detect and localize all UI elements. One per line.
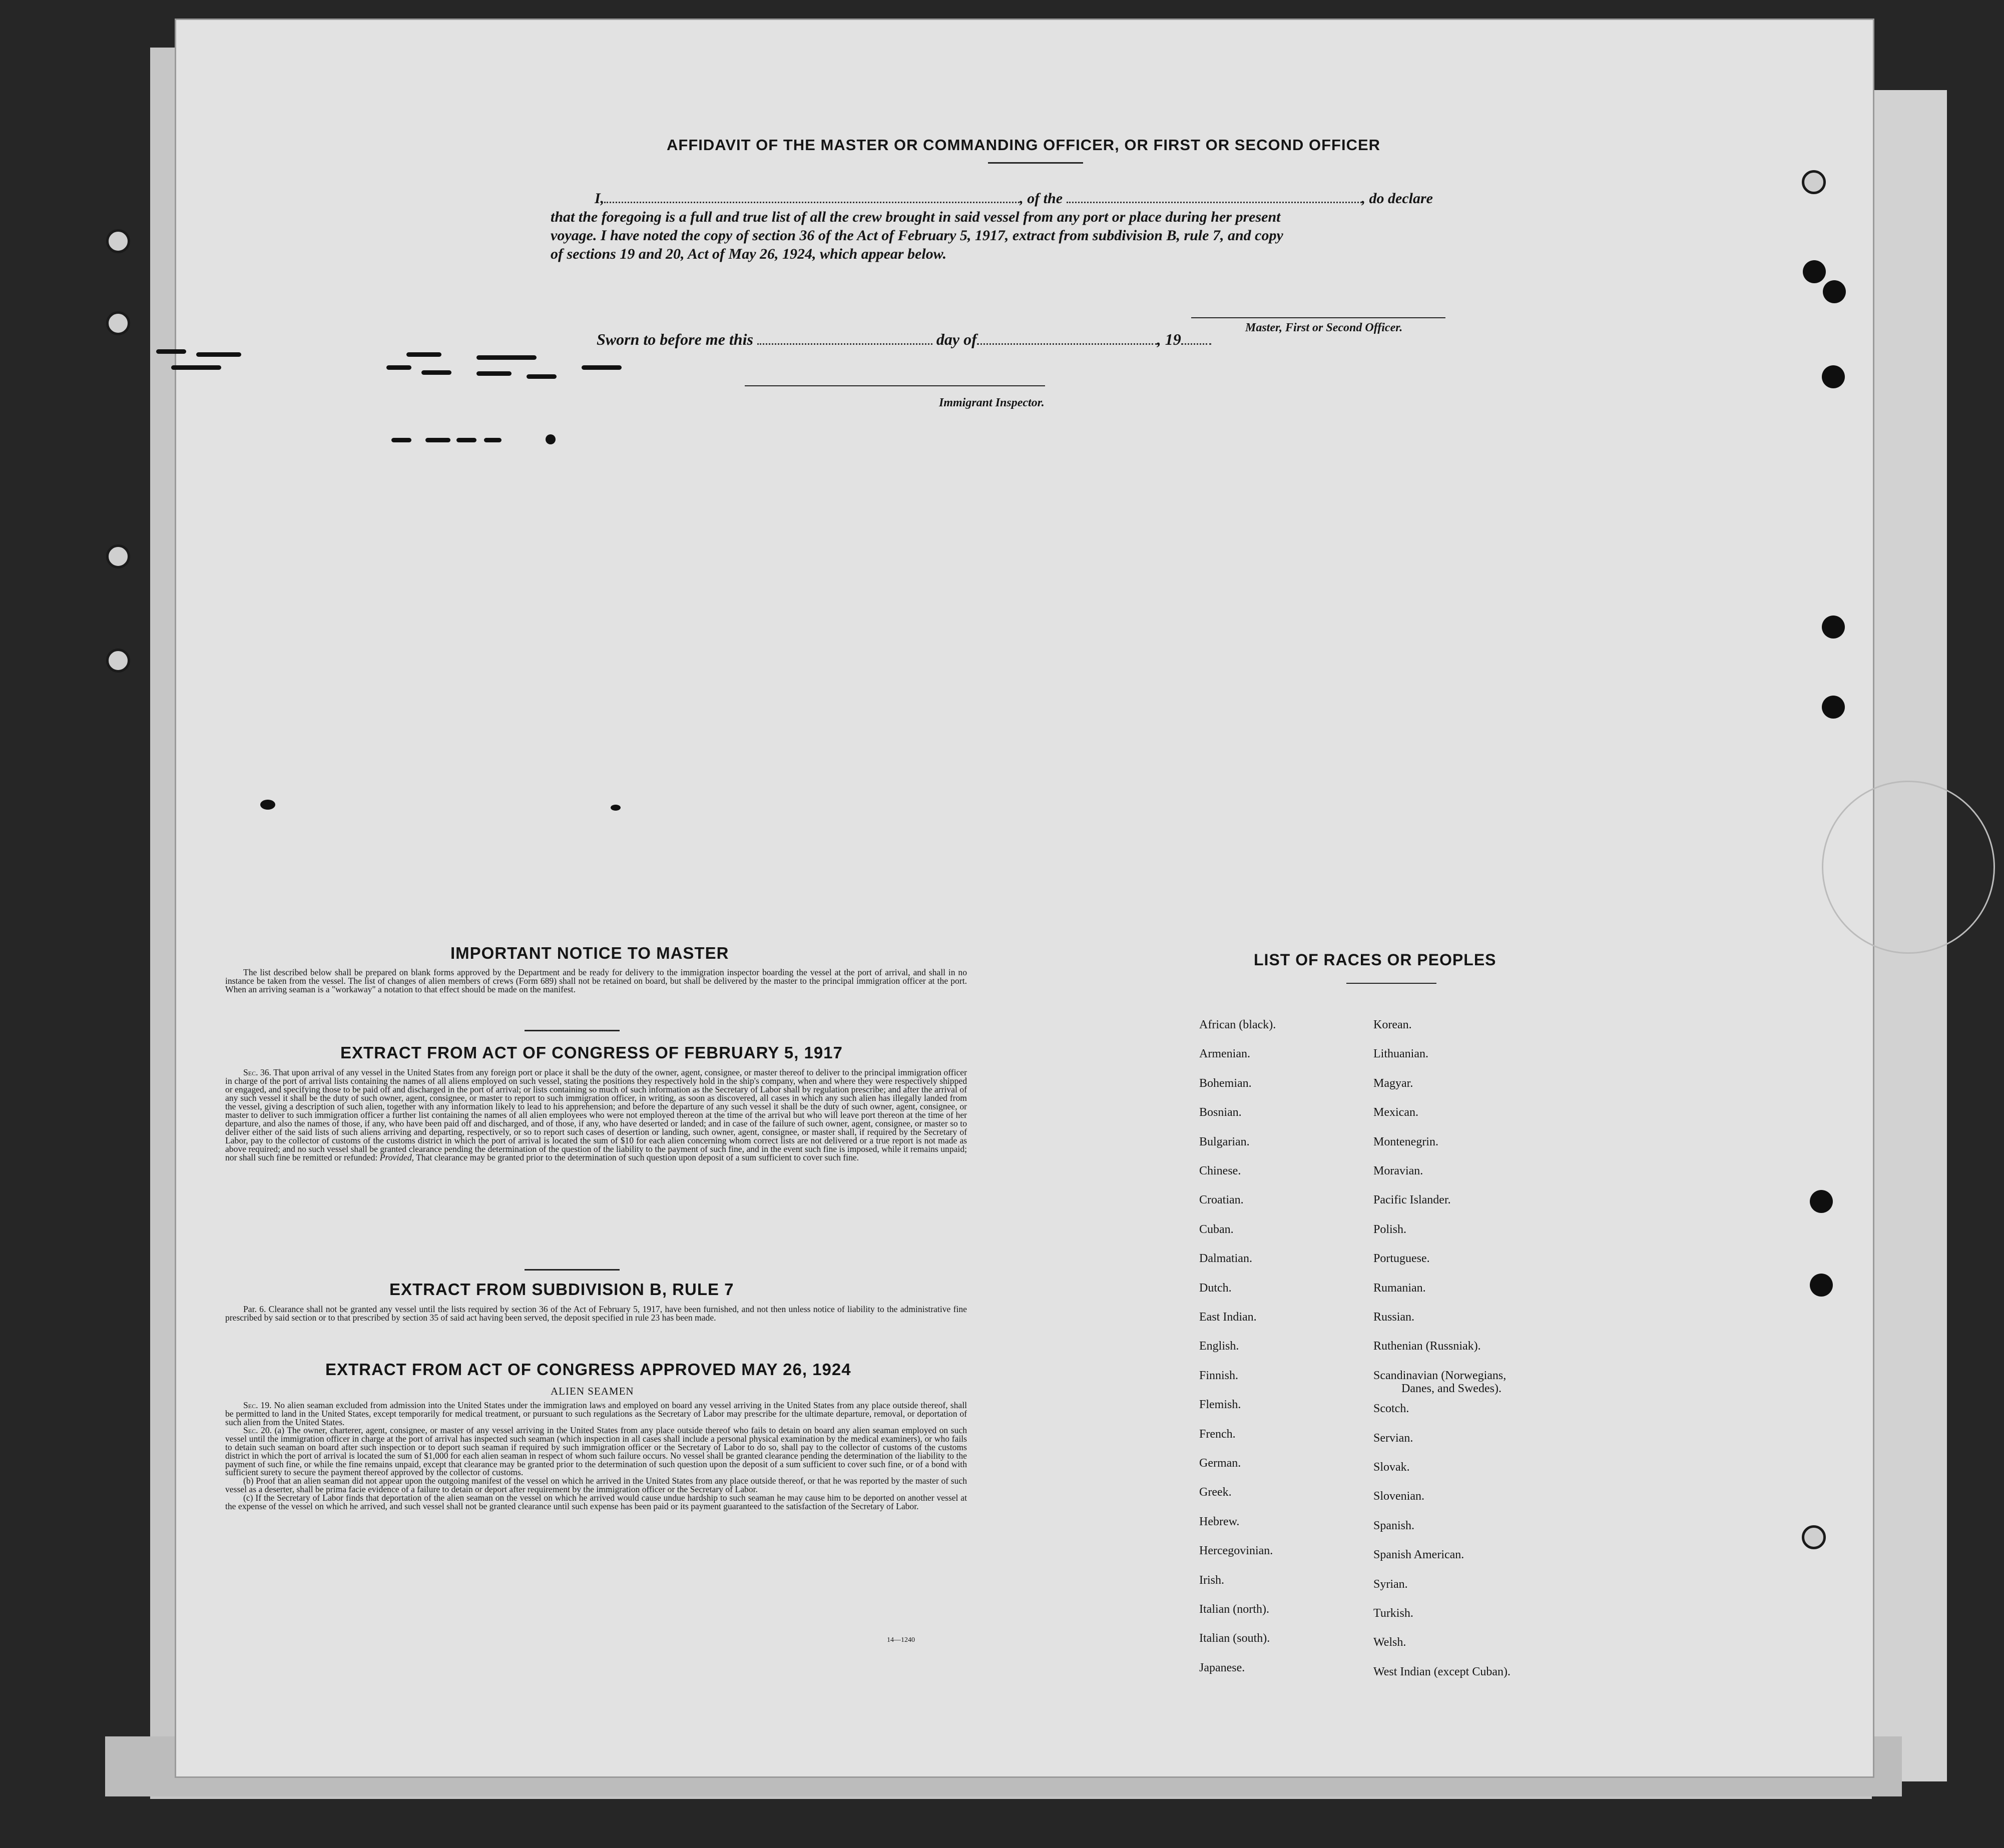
faint-stamp [1822, 781, 1995, 954]
inspector-caption: Immigrant Inspector. [939, 396, 1045, 409]
race-item: Bohemian. [1199, 1076, 1252, 1090]
race-item: Japanese. [1199, 1661, 1245, 1674]
ink-blot [196, 352, 241, 357]
affidavit-i: I, [595, 190, 605, 207]
ink-blot [582, 365, 622, 370]
punch-hole [106, 649, 130, 673]
extract-1924-title: EXTRACT FROM ACT OF CONGRESS APPROVED MAY 26, 1924 [325, 1360, 851, 1379]
divider [525, 1030, 620, 1031]
punch-hole [1822, 615, 1845, 639]
alien-seamen-subtitle: ALIEN SEAMEN [551, 1385, 634, 1397]
race-item: Bulgarian. [1199, 1135, 1250, 1148]
race-item: Italian (north). [1199, 1603, 1269, 1616]
ink-blot [406, 352, 441, 357]
notice-text: The list described below shall be prepared on blank forms approved by the Department and be ready for delivery to the immigration inspector boarding the vessel at the port of arrival, and shall in no instance be taken from the vessel. The list of changes of alien members of crews (Form 689) shall not be retained on board, but shall be delivered by the master to the principal immigration officer at the port. When an arriving seaman is a "workaway" a notation to that effect should be made on the manifest. [225, 967, 967, 994]
punch-hole [1823, 280, 1846, 303]
race-item: Portuguese. [1373, 1252, 1430, 1266]
punch-hole [1810, 1274, 1833, 1297]
sec20c-text: (c) If the Secretary of Labor finds that deportation of the alien seaman on the vessel on which he arrived would cause undue hardship to such seaman he may cause him to be deported on another vessel at the expense of the vessel on which he arrived, and such vessel shall not be granted clearance until such expense has been paid or its payment guaranteed to the satisfaction of the Secretary of Labor. [225, 1492, 967, 1511]
race-item: Greek. [1199, 1486, 1232, 1499]
ink-blot [527, 374, 557, 379]
sec20-label: Sec. 20. [243, 1425, 272, 1436]
race-item: Cuban. [1199, 1222, 1234, 1236]
sworn-day-of: day of [936, 330, 977, 348]
sworn-prefix: Sworn to before me this [597, 330, 753, 348]
divider [525, 1269, 620, 1271]
provided-word: Provided, [379, 1152, 414, 1162]
sec20a-text: (a) The owner, charterer, agent, consignee, or master of any vessel arriving in the United States from any place outside thereof who fails to detain on board any alien seaman employed on such vessel until the immigration officer in charge at the port of arrival has inspected such seaman (which inspection in all cases shall include a personal physical examination by the medical examiners), or who fails to detain such seaman on board after such inspection or to deport such seaman if required by such immigration officer or the Secretary of Labor to do so, shall pay to the collector of customs of the customs district in which the port of arrival is located the sum of $1,000 for each alien seaman in respect of whom such failure occurs. No vessel shall be granted clearance pending the determination of the liability to the payment of such fine, or while the fine remains unpaid, except that clearance may be granted prior to the determination of such question upon the deposit of a sum sufficient to cover such fine, or of a bond with sufficient surety to secure the payment thereof approved by the collector of customs. [225, 1425, 967, 1478]
race-item: Spanish. [1373, 1519, 1415, 1532]
rule7-text: Par. 6. Clearance shall not be granted any vessel until the lists required by section 36 of the Act of February 5, 1917, have been furnished, and not then unless notice of liability to the administrative fine prescribed by said section or to that prescribed by section 35 of said act having been served, the deposit specified in rule 23 has been made. [225, 1304, 967, 1323]
ink-blot [156, 349, 186, 354]
race-item: French. [1199, 1427, 1236, 1441]
race-item: Lithuanian. [1373, 1047, 1428, 1061]
punch-hole [106, 311, 130, 335]
sec36-label: Sec. 36. [243, 1067, 271, 1077]
affidavit-line-3: voyage. I have noted the copy of section 36 of the Act of February 5, 1917, extract from subdivision B, rule 7, and copy [551, 227, 1283, 244]
inspector-signature-line[interactable] [745, 385, 1045, 386]
ink-blot [484, 438, 502, 442]
race-item: Hebrew. [1199, 1515, 1240, 1528]
race-item: Slovak. [1373, 1461, 1410, 1474]
race-item: Flemish. [1199, 1398, 1241, 1412]
race-item: Montenegrin. [1373, 1135, 1438, 1148]
punch-hole [1802, 170, 1826, 194]
race-item: Armenian. [1199, 1047, 1250, 1061]
notice-body [225, 968, 967, 994]
extract-rule7-body [225, 1305, 967, 1322]
ink-blot [476, 355, 537, 360]
document-page [176, 20, 1873, 1776]
race-item: Italian (south). [1199, 1632, 1270, 1645]
affidavit-line-2: that the foregoing is a full and true list of all the crew brought in said vessel from any port or place during her present [551, 209, 1281, 225]
sworn-line [597, 330, 1211, 349]
sec20b-text: (b) Proof that an alien seaman did not appear upon the outgoing manifest of the vessel on which he arrived in the United States from any place outside thereof, or that he was reported by the master of such vessel as a deserter, shall be prima facie evidence of a failure to detain or deport after requirement by the immigration officer or the Secretary of Labor. [225, 1476, 967, 1494]
punch-hole [1822, 365, 1845, 388]
race-item: Scotch. [1373, 1402, 1409, 1416]
punch-hole [1822, 696, 1845, 719]
ink-blot [260, 800, 275, 810]
affidavit-do-declare: , do declare [1361, 190, 1433, 207]
race-item: Mexican. [1373, 1106, 1418, 1119]
sec36-text: That upon arrival of any vessel in the United States from any foreign port or place it shall be the duty of the owner, agent, consignee, or master thereof to deliver to the principal immigration officer in charge of the port of arrival lists containing the names of all aliens employed on such vessel, stating the positions they respectively hold in the ship's company, when and where they were respectively shipped or engaged, and specifying those to be paid off and discharged in the port of arrival; or lists containing so much of such information as the Secretary of Labor shall by regulation prescribe; and after the arrival of any such vessel it shall be the duty of such owner, agent, consignee, or master to report to such immigration officer, in writing, as soon as discovered, all cases in which any such alien has illegally landed from the vessel, giving a description of such alien, together with any information likely to lead to his apprehension; and before the departure of any such vessel it shall be the duty of such owner, agent, consignee, or master to deliver to such immigration officer a further list containing the names of all alien employees who were not employed thereon at the time of the arrival but who will leave port thereon at the time of her departure, and also the names of those, if any, who have been paid off and discharged, and of those, if any, who have deserted or landed; and in case of the failure of such owner, agent, consignee, or master so to deliver either of the said lists of such aliens arriving and departing, respectively, or so to report such cases of desertion or landing, such owner, agent, consignee, or master shall, if required by the Secretary of Labor, pay to the collector of customs of the customs district in which the port of arrival is located the sum of $10 for each alien concerning whom correct lists are not delivered or a true report is not made as above required; and no such vessel shall be granted clearance pending the determination of the question of the liability to the payment of such fine, and in the event such fine is imposed, while it remains unpaid; nor shall such fine be remitted or refunded: [225, 1067, 967, 1162]
sworn-year-field[interactable] [1181, 333, 1211, 345]
punch-hole [106, 544, 130, 568]
affidavit-line-4: of sections 19 and 20, Act of May 26, 1924, which appear below. [551, 246, 947, 262]
affidavit-title: AFFIDAVIT OF THE MASTER OR COMMANDING OFFICER, OR FIRST OR SECOND OFFICER [667, 136, 1381, 154]
race-item: Spanish American. [1373, 1548, 1464, 1562]
race-item: Welsh. [1373, 1636, 1406, 1649]
race-item: Dutch. [1199, 1281, 1232, 1295]
race-item: Pacific Islander. [1373, 1193, 1451, 1207]
punch-hole [1803, 260, 1826, 283]
race-item: Servian. [1373, 1431, 1413, 1445]
ink-blot [611, 805, 621, 811]
race-item: Croatian. [1199, 1193, 1244, 1207]
race-item: West Indian (except Cuban). [1373, 1665, 1511, 1678]
ink-blot [421, 370, 451, 375]
race-item: English. [1199, 1340, 1239, 1353]
notice-title: IMPORTANT NOTICE TO MASTER [450, 944, 729, 962]
affidavit-statement [551, 189, 1486, 263]
name-field[interactable] [604, 192, 1020, 203]
race-item: East Indian. [1199, 1311, 1257, 1324]
extract-1917-title: EXTRACT FROM ACT OF CONGRESS OF FEBRUARY 5, 1917 [340, 1043, 843, 1062]
sec36-text-end: That clearance may be granted prior to the determination of such question upon deposit of a sum sufficient to cover such fine. [416, 1152, 859, 1162]
race-item-continuation: Danes, and Swedes). [1401, 1382, 1501, 1395]
race-item: Slovenian. [1373, 1490, 1424, 1503]
sworn-day-field[interactable] [757, 333, 932, 345]
race-item: Syrian. [1373, 1577, 1408, 1591]
races-title: LIST OF RACES OR PEOPLES [1254, 951, 1496, 969]
master-caption: Master, First or Second Officer. [1245, 321, 1403, 334]
sec19-label: Sec. 19. [243, 1400, 272, 1410]
title-underline [988, 162, 1083, 164]
race-item: Ruthenian (Russniak). [1373, 1340, 1481, 1353]
race-item: Korean. [1373, 1018, 1412, 1031]
race-item: Polish. [1373, 1222, 1407, 1236]
sworn-year: , 19 [1157, 330, 1181, 348]
race-item: Rumanian. [1373, 1281, 1426, 1295]
punch-hole [106, 229, 130, 253]
race-item: Hercegovinian. [1199, 1544, 1273, 1558]
extract-rule7-title: EXTRACT FROM SUBDIVISION B, RULE 7 [389, 1280, 734, 1299]
punch-hole [1802, 1525, 1826, 1549]
race-item: Irish. [1199, 1573, 1224, 1587]
vessel-field[interactable] [1067, 192, 1362, 203]
form-number: 14—1240 [887, 1636, 915, 1644]
ink-blot [476, 371, 512, 376]
divider [1346, 983, 1436, 984]
race-item: Dalmatian. [1199, 1252, 1252, 1266]
ink-blot [391, 438, 411, 442]
race-item: German. [1199, 1457, 1241, 1470]
ink-blot [386, 365, 411, 370]
race-item: Magyar. [1373, 1076, 1413, 1090]
race-item: Scandinavian (Norwegians, [1373, 1369, 1507, 1382]
race-item: Russian. [1373, 1311, 1415, 1324]
extract-1917-body [225, 1068, 967, 1162]
punch-hole [1810, 1190, 1833, 1213]
master-signature-line[interactable] [1191, 317, 1445, 318]
ink-blot [171, 365, 221, 370]
sworn-month-field[interactable] [977, 333, 1157, 345]
race-item: Finnish. [1199, 1369, 1239, 1382]
ink-blot [425, 438, 450, 442]
race-item: African (black). [1199, 1018, 1276, 1031]
race-item: Moravian. [1373, 1164, 1423, 1177]
affidavit-of-the: , of the [1020, 190, 1063, 207]
affidavit-line-1 [551, 189, 1486, 208]
ink-blot [456, 438, 476, 442]
sec19-text: No alien seaman excluded from admission into the United States under the immigration laws and employed on board any vessel arriving in the United States from any place outside thereof, shall be permitted to land in the United States, except temporarily for medical treatment, or pursuant to such regulations as the Secretary of Labor may prescribe for the ultimate departure, removal, or deportation of such alien from the United States. [225, 1400, 967, 1427]
race-item: Turkish. [1373, 1607, 1413, 1620]
extract-1924-body [225, 1401, 967, 1510]
race-item: Chinese. [1199, 1164, 1241, 1177]
race-item: Bosnian. [1199, 1106, 1242, 1119]
ink-blot [546, 434, 556, 444]
